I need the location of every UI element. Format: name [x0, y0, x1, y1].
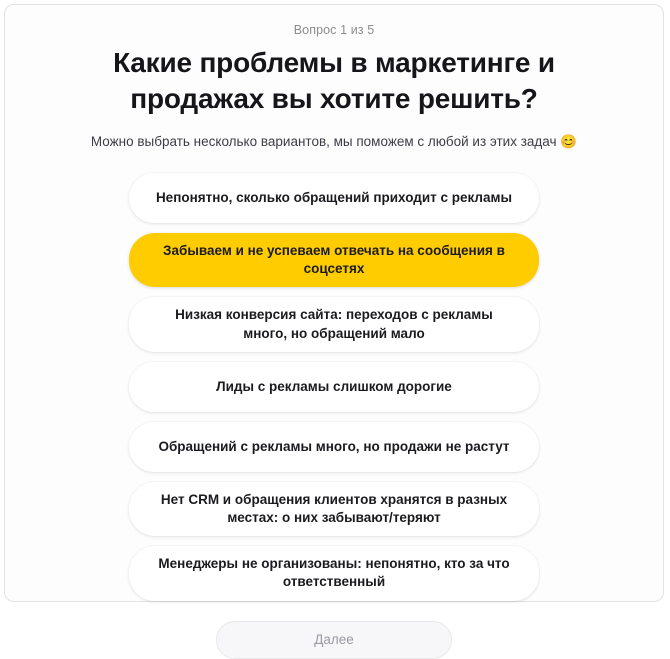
survey-content [5, 5, 663, 648]
page-title: Какие проблемы в маркетинге и продажах вы хотите решить? [113, 47, 555, 114]
option-item[interactable] [129, 233, 539, 287]
question-progress: Вопрос 1 из 5 [293, 23, 375, 37]
option-label: Лиды с рекламы слишком дорогие [216, 378, 452, 394]
option-label: Низкая конверсия сайта: переходов с рекламы много, но обращений мало [175, 307, 493, 341]
footer-actions [129, 621, 539, 659]
option-item[interactable] [129, 482, 539, 536]
option-item[interactable] [129, 297, 539, 351]
option-label: Нет CRM и обращения клиентов хранятся в разных местах: о них забывают/теряют [160, 491, 508, 525]
option-label: Обращений с рекламы много, но продажи не растут [158, 438, 510, 454]
option-label: Непонятно, сколько обращений приходит с рекламы [155, 189, 513, 205]
next-button[interactable]: Далее [216, 621, 452, 659]
option-label: Забываем и не успеваем отвечать на сообщения в соцсетях [163, 242, 505, 277]
option-item[interactable] [129, 173, 539, 223]
option-item[interactable] [129, 422, 539, 472]
options-list [129, 173, 539, 601]
option-item[interactable] [129, 362, 539, 412]
survey-subtitle: Можно выбрать несколько вариантов, мы поможем с любой из этих задач 😊 [90, 133, 578, 149]
option-label: Менеджеры не организованы: непонятно, кто за что ответственный [158, 556, 510, 590]
survey-card [4, 4, 664, 648]
option-item[interactable] [129, 546, 539, 600]
